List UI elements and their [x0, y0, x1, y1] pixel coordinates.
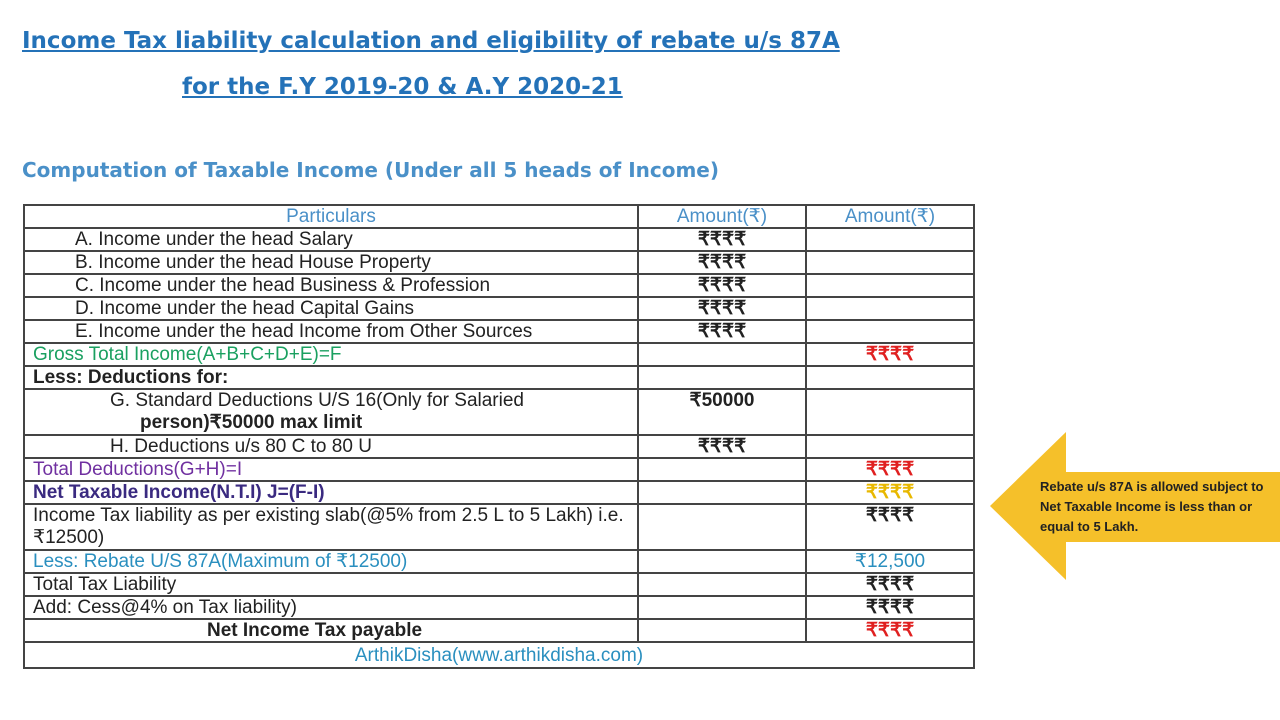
row-label: H. Deductions u/s 80 C to 80 U	[24, 435, 638, 458]
row-label	[24, 389, 638, 435]
row-label: Total Deductions(G+H)=I	[24, 458, 638, 481]
header-amount-1: Amount(₹)	[638, 205, 806, 228]
row-label: Gross Total Income(A+B+C+D+E)=F	[24, 343, 638, 366]
row-amount-empty	[806, 320, 974, 343]
row-amount-empty	[638, 596, 806, 619]
row-amount: ₹12,500	[806, 550, 974, 573]
row-amount: ₹₹₹₹	[638, 435, 806, 458]
row-amount-empty	[638, 458, 806, 481]
row-amount-empty	[806, 251, 974, 274]
tax-computation-table	[23, 204, 975, 669]
row-amount-empty	[806, 274, 974, 297]
row-label: Total Tax Liability	[24, 573, 638, 596]
deductions-heading-row	[24, 366, 974, 389]
row-amount: ₹₹₹₹	[806, 343, 974, 366]
row-label: Net Income Tax payable	[24, 619, 638, 642]
net-tax-payable-row	[24, 619, 974, 642]
title-line-2: for the F.Y 2019-20 & A.Y 2020-21	[182, 74, 623, 100]
row-amount: ₹₹₹₹	[638, 297, 806, 320]
row-amount-empty	[806, 297, 974, 320]
table-header-row	[24, 205, 974, 228]
income-tax-liability-row	[24, 504, 974, 550]
row-amount-empty	[638, 343, 806, 366]
row-label: D. Income under the head Capital Gains	[24, 297, 638, 320]
row-amount: ₹₹₹₹	[806, 573, 974, 596]
row-amount-empty	[806, 389, 974, 435]
title-line-1: Income Tax liability calculation and eligibility of rebate u/s 87A	[22, 28, 840, 54]
row-amount-empty	[806, 366, 974, 389]
standard-deduction-row	[24, 389, 974, 435]
row-label: Less: Rebate U/S 87A(Maximum of ₹12500)	[24, 550, 638, 573]
header-amount-2: Amount(₹)	[806, 205, 974, 228]
footer-link[interactable]: ArthikDisha(www.arthikdisha.com)	[24, 642, 974, 668]
net-taxable-income-row	[24, 481, 974, 504]
rebate-row	[24, 550, 974, 573]
row-amount: ₹₹₹₹	[806, 481, 974, 504]
row-label: B. Income under the head House Property	[24, 251, 638, 274]
row-label: Less: Deductions for:	[24, 366, 638, 389]
row-label: E. Income under the head Income from Other Sources	[24, 320, 638, 343]
row-amount: ₹₹₹₹	[806, 458, 974, 481]
row-amount-empty	[638, 366, 806, 389]
total-deductions-row	[24, 458, 974, 481]
table-row	[24, 435, 974, 458]
row-amount-empty	[638, 550, 806, 573]
row-amount-empty	[638, 481, 806, 504]
row-amount: ₹₹₹₹	[806, 596, 974, 619]
row-amount: ₹₹₹₹	[638, 251, 806, 274]
row-label: Net Taxable Income(N.T.I) J=(F-I)	[24, 481, 638, 504]
row-amount-empty	[806, 435, 974, 458]
row-amount: ₹₹₹₹	[806, 504, 974, 550]
section-subtitle: Computation of Taxable Income (Under all 5 heads of Income)	[22, 158, 720, 182]
footer-row	[24, 642, 974, 668]
table-row	[24, 251, 974, 274]
row-label-line-2: person)₹50000 max limit	[140, 412, 363, 433]
row-label: C. Income under the head Business & Profession	[24, 274, 638, 297]
row-label-line-1: G. Standard Deductions U/S 16(Only for Salaried	[110, 390, 524, 411]
row-amount: ₹₹₹₹	[806, 619, 974, 642]
row-amount: ₹50000	[638, 389, 806, 435]
row-label: Income Tax liability as per existing slab(@5% from 2.5 L to 5 Lakh) i.e. ₹12500)	[24, 504, 638, 550]
table-row	[24, 228, 974, 251]
row-label: Add: Cess@4% on Tax liability)	[24, 596, 638, 619]
row-amount: ₹₹₹₹	[638, 320, 806, 343]
row-amount: ₹₹₹₹	[638, 228, 806, 251]
table-row	[24, 320, 974, 343]
header-particulars: Particulars	[24, 205, 638, 228]
table-row	[24, 297, 974, 320]
cess-row	[24, 596, 974, 619]
row-label: A. Income under the head Salary	[24, 228, 638, 251]
row-amount-empty	[638, 504, 806, 550]
row-amount: ₹₹₹₹	[638, 274, 806, 297]
row-amount-empty	[638, 619, 806, 642]
rebate-callout-text: Rebate u/s 87A is allowed subject to Net Taxable Income is less than or equal to 5 Lakh.	[1040, 479, 1264, 534]
total-tax-row	[24, 573, 974, 596]
row-amount-empty	[638, 573, 806, 596]
row-amount-empty	[806, 228, 974, 251]
table-row	[24, 274, 974, 297]
gross-total-row	[24, 343, 974, 366]
